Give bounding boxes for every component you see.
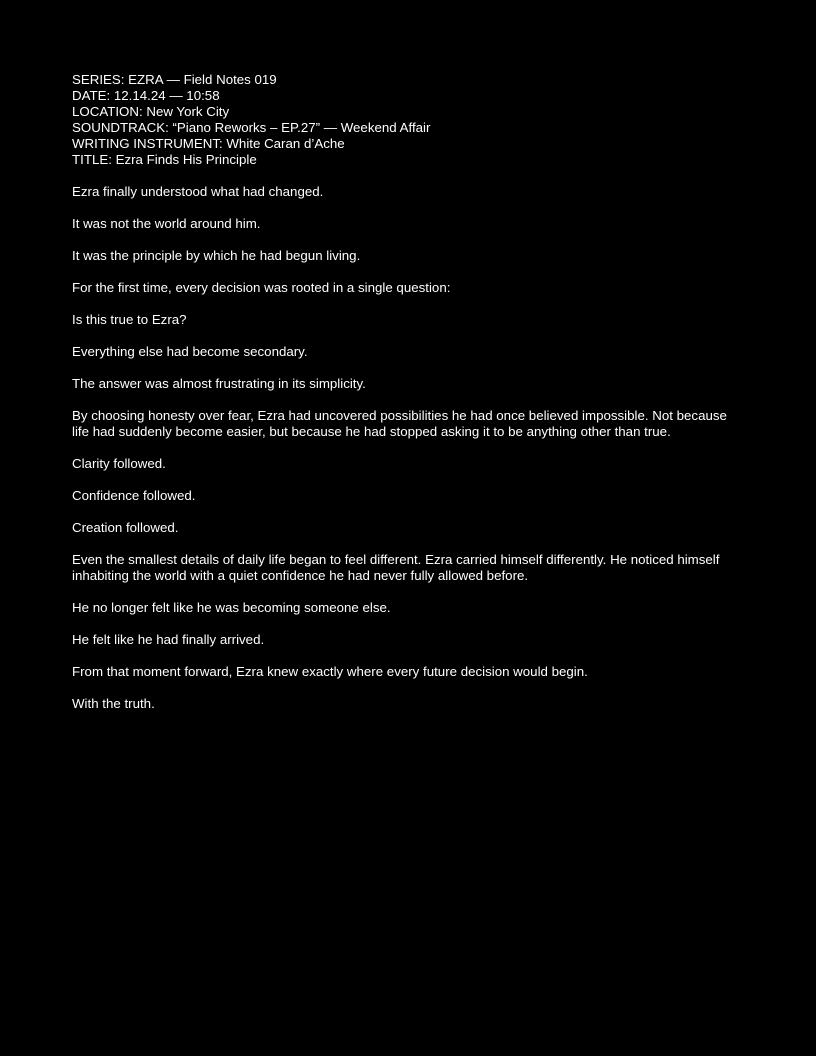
paragraph: Ezra finally understood what had changed.: [72, 184, 324, 199]
paragraph: Clarity followed.: [72, 456, 166, 471]
paragraph: Is this true to Ezra?: [72, 312, 187, 327]
writing-instrument-line: WRITING INSTRUMENT: White Caran d’Ache: [72, 136, 345, 151]
paragraph: He no longer felt like he was becoming someone else.: [72, 600, 391, 615]
paragraph: With the truth.: [72, 696, 155, 711]
series-line: SERIES: EZRA — Field Notes 019: [72, 72, 277, 87]
paragraph: From that moment forward, Ezra knew exactly where every future decision would begin.: [72, 664, 588, 679]
paragraph: It was not the world around him.: [72, 216, 261, 231]
soundtrack-line: SOUNDTRACK: “Piano Reworks – EP.27” — Weekend Affair: [72, 120, 431, 135]
paragraph: He felt like he had finally arrived.: [72, 632, 265, 647]
paragraph: Creation followed.: [72, 520, 179, 535]
paragraph: The answer was almost frustrating in its simplicity.: [72, 376, 366, 391]
paragraph: It was the principle by which he had begun living.: [72, 248, 361, 263]
paragraph: By choosing honesty over fear, Ezra had uncovered possibilities he had once believed impossible. Not because life had suddenly become easier, but because he had stopped asking it to be anything other than true.: [72, 408, 727, 439]
document-page: [72, 72, 744, 728]
date-line: DATE: 12.14.24 — 10:58: [72, 88, 220, 103]
paragraph: For the first time, every decision was rooted in a single question:: [72, 280, 451, 295]
paragraph: Everything else had become secondary.: [72, 344, 308, 359]
document-header: [72, 72, 744, 168]
paragraph: Confidence followed.: [72, 488, 196, 503]
document-body: [72, 184, 744, 712]
paragraph: Even the smallest details of daily life began to feel different. Ezra carried himself differently. He noticed himself inhabiting the world with a quiet confidence he had never fully allowed before.: [72, 552, 720, 583]
location-line: LOCATION: New York City: [72, 104, 230, 119]
title-line: TITLE: Ezra Finds His Principle: [72, 152, 257, 167]
